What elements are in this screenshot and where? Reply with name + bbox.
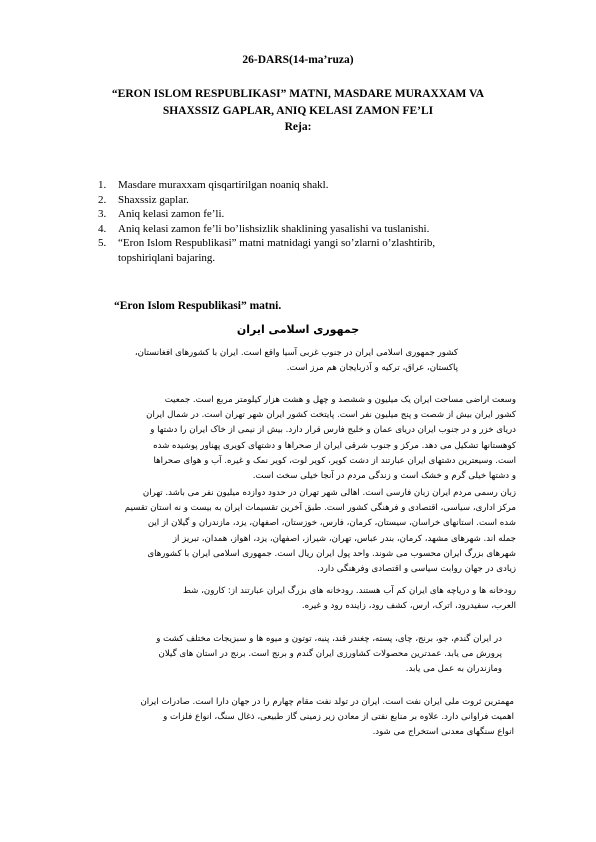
plan-item [98,222,518,237]
document-title [0,86,596,119]
paragraph-line: در ایران گندم، جو، برنج، چای، پسته، چغندر قند، پنبه، توتون و میوه ها و سبزیجات مختلف کشت و [156,634,502,644]
plan-item-text: Aniq kelasi zamon fe’li. [118,208,225,221]
paragraph-rivers [183,584,516,614]
paragraph-line: دریای خزر و در جنوب ایران دریای عمان و خلیج فارس قرار دارد. بیش از نیمی از خاک ایران را دشتها و [150,425,516,436]
paragraph-agriculture [156,632,502,678]
paragraph-line: جمله اند. شهرهای مشهد، کرمان، بندر عباس، تهران، شیراز، اصفهان، یزد، اهواز، همدان، تبریز از [172,533,516,544]
paragraph-line: شده است. استانهای خراسان، سیستان، کرمان، فارس، خوزستان، اصفهان، یزد، مازندران و گیلان از این [147,518,516,529]
plan-item-text: “Eron Islom Respublikasi” matni matnidagi yangi so’zlarni o’zlashtirib, [118,237,436,250]
paragraph-line: کشور جمهوری اسلامی ایران در جنوب غربی آسیا واقع است. ایران با کشورهای افغانستان، [134,348,458,358]
plan-item-continuation [98,251,518,266]
paragraph-resources [140,695,514,741]
paragraph-line: اهمیت فراوانی دارد. علاوه بر منابع نفتی از معادن زیر زمینی گاز طبیعی، ذغال سنگ، انواع فلزات و [163,712,514,723]
paragraph-line: و دشتها خیلی گرم و خشک است و زندگی مردم در آنجا خیلی سخت است. [252,471,516,482]
paragraph-line: انواع سنگهای معدنی استخراج می شود. [372,727,514,738]
paragraph-line: ومازندران به عمل می یابد. [405,664,502,675]
paragraph-line: زبان رسمی مردم ایران زبان فارسی است. اهالی شهر تهران در حدود دوازده میلیون نفر می باشد. تهران [142,488,516,498]
plan-item-text: Shaxssiz gaplar. [118,193,189,206]
plan-item [98,236,518,251]
plan-item [98,193,518,208]
plan-item-number: 4. [98,222,107,235]
plan-item-number: 2. [98,193,107,206]
plan-item-number: 1. [98,179,107,191]
paragraph-line: مهمترین ثروت ملی ایران نفت است. ایران در تولد نفت مقام چهارم را در جهان دارا است. صادرات ایران [140,697,514,707]
plan-heading: Reja: [284,121,312,133]
paragraph-line: زیادی در جهان روابت سیاسی و اقتصادی وفرهنگی دارد. [317,564,516,575]
paragraph-line: پرورش می یابد. عمدترین محصولات کشاورزی ایران گندم و برنج است. برنج در استان های گیلان [158,649,502,660]
paragraph-language-provinces [125,486,516,577]
plan-item-number: 3. [98,208,107,221]
persian-title: جمهوری اسلامی ایران [236,323,360,336]
text-heading: “Eron Islom Respublikasi” matni. [114,300,282,312]
plan-item-text: Aniq kelasi zamon fe’li bo’lishsizlik shaklining yasalishi va tuslanishi. [118,222,430,235]
title-line-1: “ERON ISLOM RESPUBLIKASI” MATNI, MASDARE MURAXXAM VA [111,88,485,100]
paragraph-line: کوهستانها تشکیل می دهد. مرکز و جنوب شرقی ایران از صحراها و دشتهای کویری پهناور پوشیده شده [153,440,516,451]
plan-item-text: topshiriqlani bajaring. [118,251,216,264]
paragraph-line: پاکستان، عراق، ترکیه و آذربایجان هم مرز است. [286,363,458,374]
plan-item [98,207,518,222]
paragraph-line: کشور ایران بیش از شصت و پنج میلیون نفر است. پایتخت کشور ایران شهر تهران است. در شمال ایران [146,410,516,421]
paragraph-line: شهرهای بزرگ ایران محسوب می شوند. واحد پول ایران ریال است. جمهوری اسلامی ایران با کشورهای [147,548,516,559]
lesson-number: 26-DARS(14-ma’ruza) [242,54,354,66]
plan-item-number: 5. [98,237,107,250]
paragraph-line: رودخانه ها و دریاچه های ایران کم آب هستند. رودخانه های بزرگ ایران عبارتند از: کارون، شط [183,586,516,596]
plan-item-text: Masdare muraxxam qisqartirilgan noaniq shakl. [118,179,329,191]
plan-list [98,178,518,266]
paragraph-geography [146,393,516,484]
paragraph-line: العرب، سفیدرود، اترک، ارس، کشف رود، زاینده رود و غیره. [301,601,516,612]
paragraph-borders [135,346,458,376]
paragraph-line: وسعت اراضی مساحت ایران یک میلیون و ششصد و چهل و هشت هزار کیلومتر مربع است. جمعیت [164,395,516,405]
paragraph-line: مرکز اداری، سیاسی، اقتصادی و فرهنگی کشور است. طبق آخرین تقسیمات ایران به بیست و نه استان تقسیم [124,503,516,514]
title-line-2: SHAXSSIZ GAPLAR, ANIQ KELASI ZAMON FE’LI [162,104,434,117]
plan-item [98,178,518,193]
paragraph-line: است. وسیعترین دشتهای ایران عبارتند از دشت کویر، کویر لوت، کویر نمک و غیره. آب و هوای صحراها [153,455,516,466]
